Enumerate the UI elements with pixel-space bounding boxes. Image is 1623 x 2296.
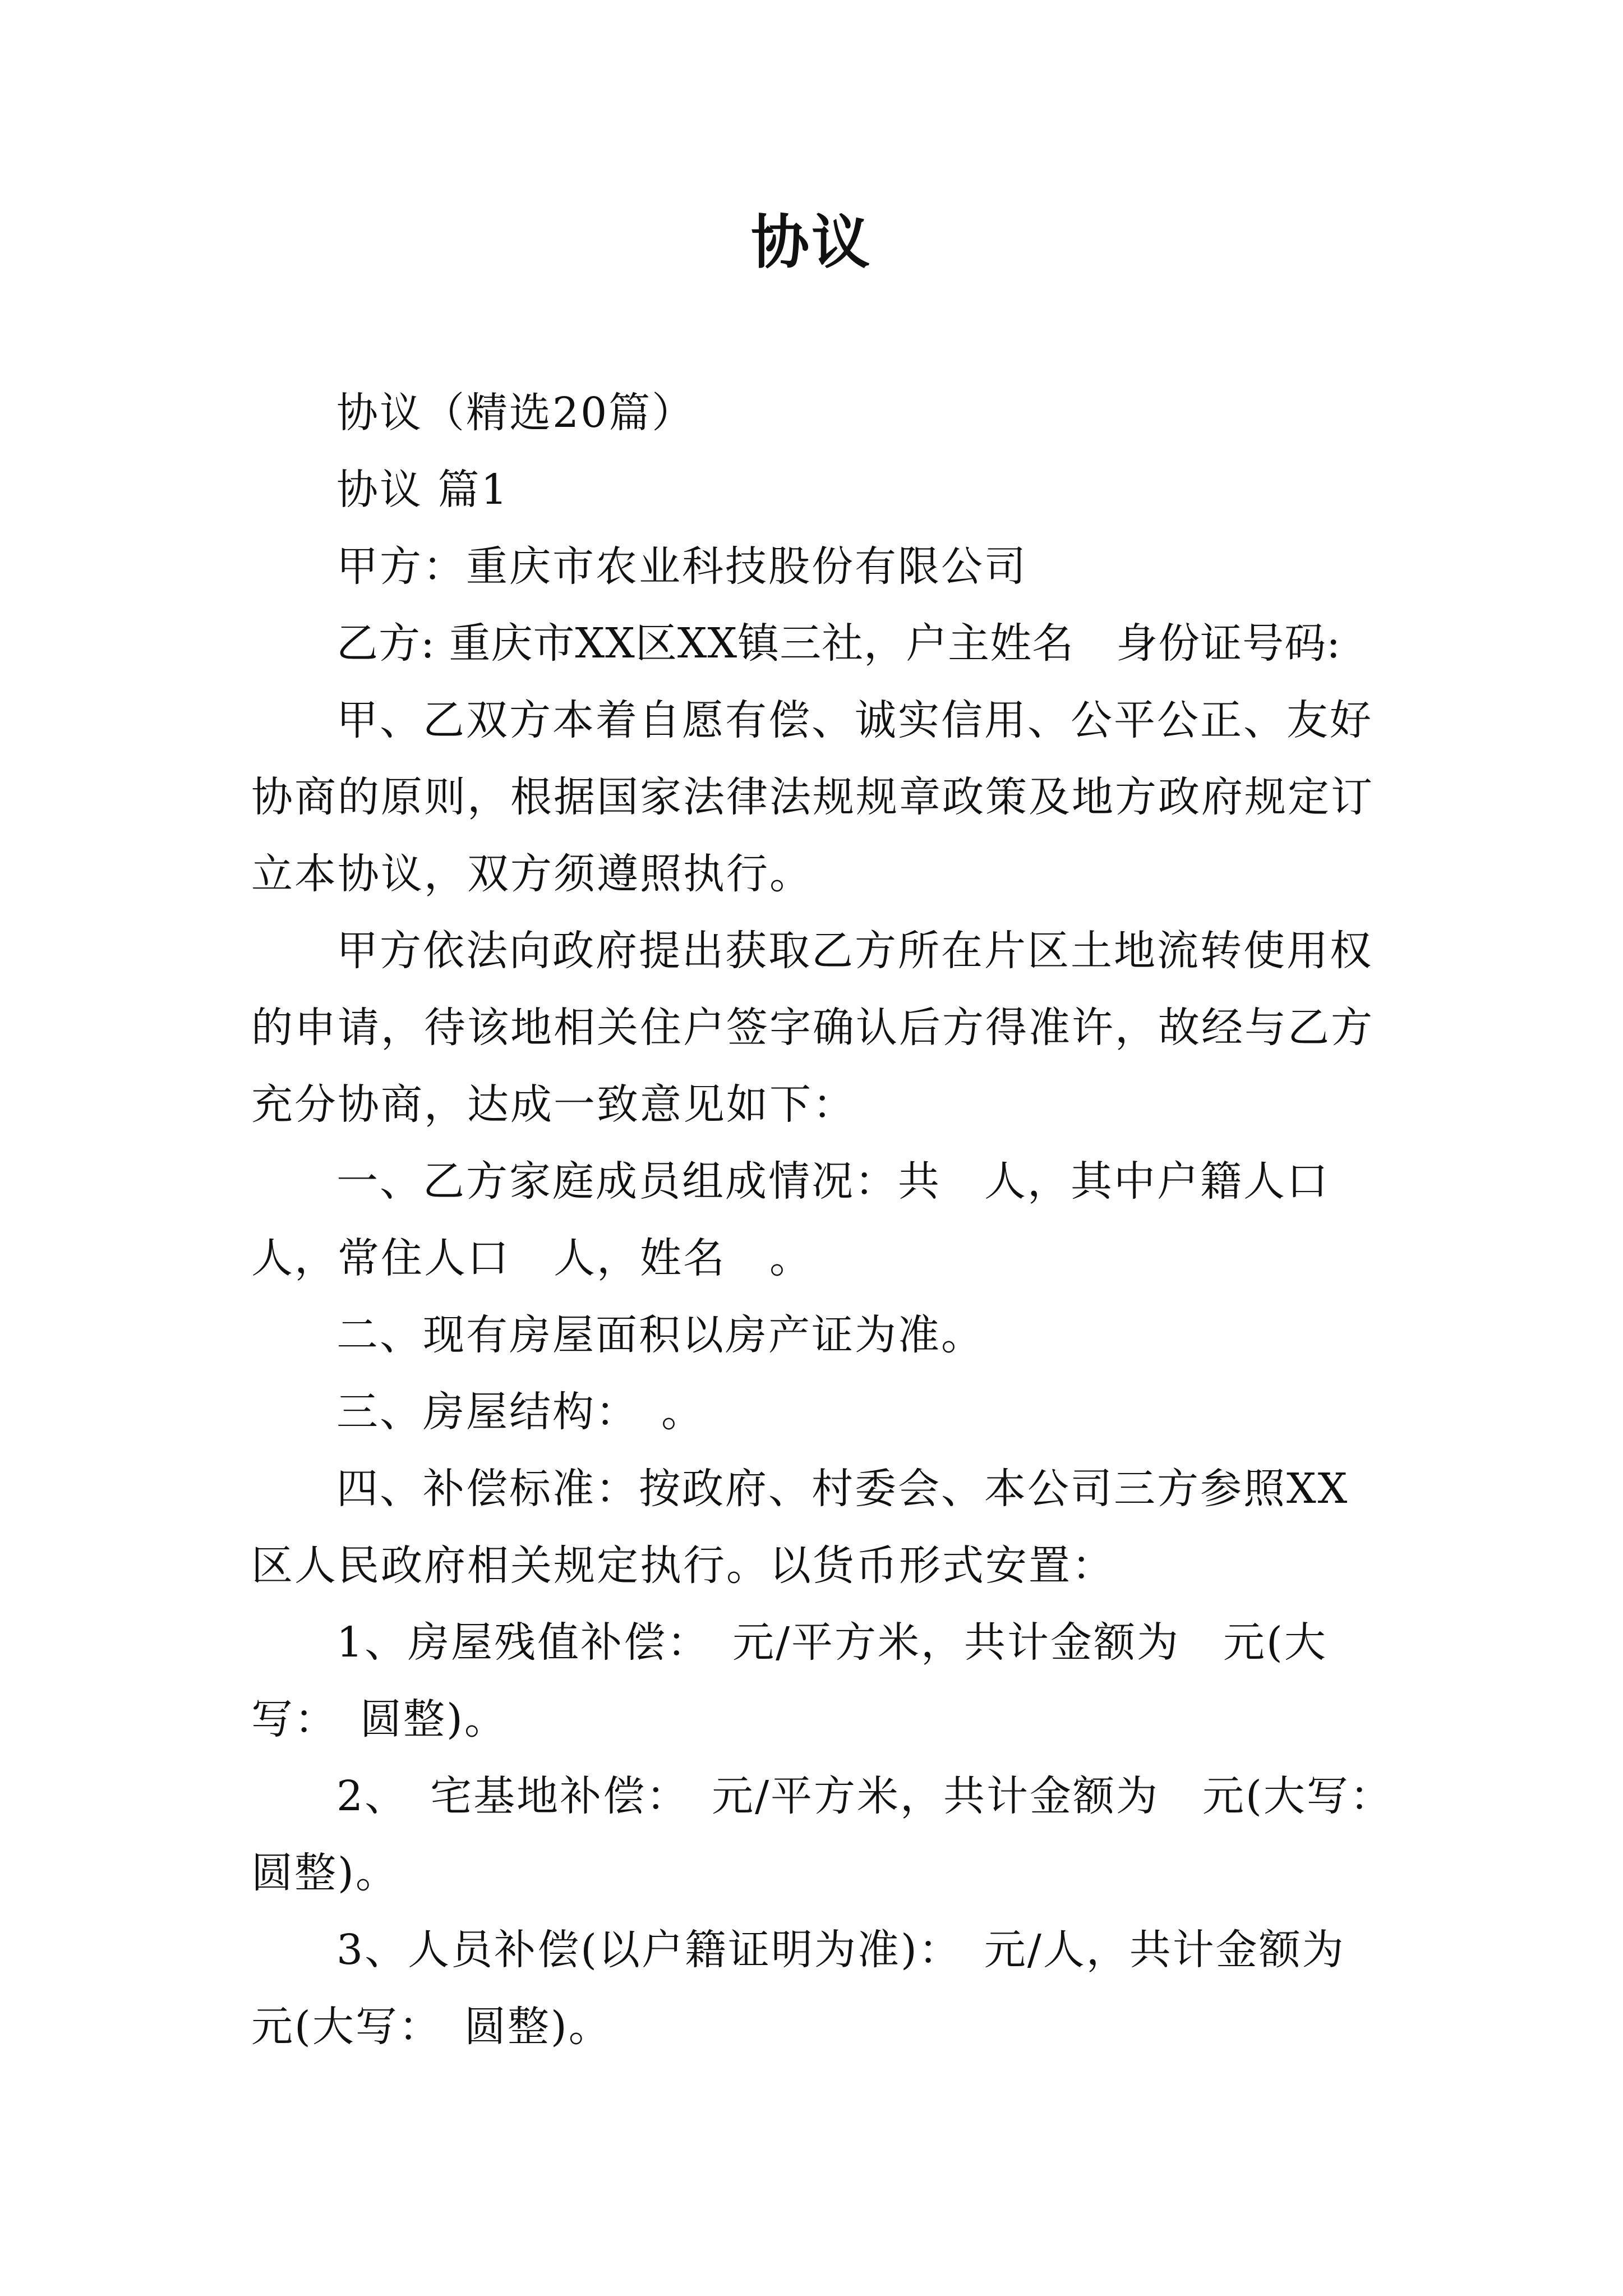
paragraph-clause-2: 二、现有房屋面积以房产证为准。 (336, 1311, 984, 1359)
paragraph-principles: 甲、乙双方本着自愿有偿、诚实信用、公平公正、友好协商的原则，根据国家法律法规规章政策及地方政府规定订立本协议，双方须遵照执行。 (251, 696, 1374, 898)
paragraph-party-a: 甲方：重庆市农业科技股份有限公司 (336, 542, 1027, 591)
paragraph-party-b: 乙方: 重庆市XX区XX镇三社，户主姓名 身份证号码: (336, 619, 1341, 668)
document-body (251, 375, 1415, 2065)
paragraph-section-heading: 协议 篇1 (336, 466, 509, 514)
paragraph-collection-title: 协议（精选20篇） (336, 389, 695, 437)
paragraph-clause-4: 四、补偿标准：按政府、村委会、本公司三方参照XX区人民政府相关规定执行。以货币形式安置： (251, 1465, 1349, 1590)
paragraph-clause-3: 三、房屋结构： 。 (336, 1388, 704, 1436)
paragraph-item-2: 2、 宅基地补偿： 元/平方米，共计金额为 元(大写： 圆整)。 (251, 1772, 1415, 1897)
paragraph-item-1: 1、房屋残值补偿： 元/平方米，共计金额为 元(大写： 圆整)。 (251, 1618, 1327, 1743)
paragraph-item-3: 3、人员补偿(以户籍证明为准)： 元/人，共计金额为 元(大写： 圆整)。 (251, 1926, 1389, 2051)
paragraph-application: 甲方依法向政府提出获取乙方所在片区土地流转使用权的申请，待该地相关住户签字确认后方得准许，故经与乙方充分协商，达成一致意见如下： (251, 927, 1374, 1129)
paragraph-clause-1: 一、乙方家庭成员组成情况：共 人，其中户籍人口 人，常住人口 人，姓名 。 (251, 1157, 1373, 1282)
document-title: 协议 (750, 208, 872, 277)
